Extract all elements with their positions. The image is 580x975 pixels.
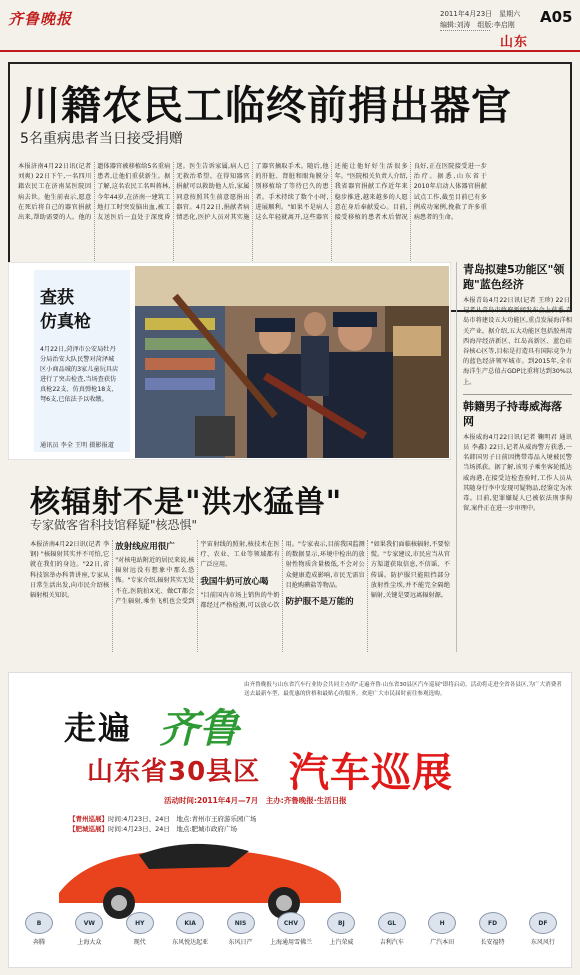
ad-headline-c: 汽车巡展 bbox=[289, 750, 453, 796]
ad-stop2-label: 【肥城巡展】 bbox=[69, 825, 108, 833]
ad-schedule: 活动时间:2011年4月—7月 主办:齐鲁晚报·生活日报 bbox=[164, 796, 347, 805]
brand-badge-icon: H bbox=[428, 912, 456, 934]
issue-date: 2011年4月23日 星期六 bbox=[440, 10, 521, 18]
brand-badge-icon: NIS bbox=[227, 912, 255, 934]
page-number: A05 bbox=[540, 8, 573, 26]
brand-badge-icon: KIA bbox=[176, 912, 204, 934]
brand-label: 东风日产 bbox=[228, 939, 253, 946]
brand-logo-item bbox=[168, 912, 212, 962]
brand-badge-icon: FD bbox=[479, 912, 507, 934]
photo-credit: 通讯员 李全 王明 摄影报道 bbox=[40, 442, 114, 449]
second-subheadline: 专家做客省科技馆释疑"核恐惧" bbox=[30, 518, 198, 532]
brand-label: 东风风行 bbox=[530, 939, 555, 946]
ad-stop2-text: 时间:4月23日、24日 地点:肥城市政府广场 bbox=[108, 825, 238, 833]
second-subhead-2: 我国牛奶可放心喝 bbox=[200, 576, 269, 587]
brand-badge-icon: VW bbox=[75, 912, 103, 934]
brand-label: 广汽本田 bbox=[430, 939, 455, 946]
sidebar-story2-body: 本报威海4月22日讯(记者 鞠明君 通讯员 李鑫) 22日,记者从威海警方获悉,一名韩国男子日前因携带毒品入境被民警当场抓获。据了解,该男子乘坐客轮抵达威海港,在接受边检查验时,工作人员从其随身行李中发现可疑物品,经鉴定为冰毒。目前,犯罪嫌疑人已被依法刑事拘留,案件正在进一步审理中。 bbox=[463, 433, 572, 513]
lead-subheadline: 5名重病患者当日接受捐赠 bbox=[20, 131, 183, 147]
lead-body: 本报济南4月22日讯(记者 刘爽) 22日下午,一名四川籍农民工在济南某医院因病去世。他生前表示,愿意在死后将自己的器官捐献出来,帮助需要的人。他的遗体器官被移植给5名重病患者,让他们重获新生。据了解,这名农民工名叫蒋林,今年44岁,在济南一建筑工地打工时突发脑出血,被工友送医后一直处于深度昏迷。医生告诉家属,病人已无救治希望。在得知器官捐献可以救助他人后,家属同意按照其生前意愿捐出器官。4月22日,捐献者病情恶化,医护人员对其实施了器官摘取手术。随后,他的肝脏、肾脏和眼角膜分别移植给了等待已久的患者。手术持续了数个小时,进展顺利。"如果不是病人这么年轻就离开,这些器官还能让他好好生活很多年。"医院相关负责人介绍,我省器官捐献工作近年来稳步推进,越来越多的人愿意在身后奉献爱心。目前,接受移植的患者术后情况良好,正在医院接受进一步治疗。据悉,山东省于2010年启动人体器官捐献试点工作,截至目前已有多例成功案例,挽救了许多重病患者的生命。 bbox=[18, 163, 487, 222]
issue-meta bbox=[440, 9, 520, 31]
header-rule bbox=[440, 30, 490, 31]
second-intro: 本报济南4月22日讯(记者 李钢) "核辐射其实并不可怕,它就在我们的身边。"22日,省科技馆举办科普讲座,专家从日常生活出发,向市民介绍核辐射相关知识。 bbox=[30, 541, 110, 600]
brand-label: 上汽荣威 bbox=[329, 939, 354, 946]
sports-car-illustration bbox=[49, 823, 349, 923]
ad-headline-b: 山东省30县区 bbox=[87, 757, 261, 787]
page-header bbox=[0, 0, 580, 52]
brand-badge-icon: CHV bbox=[277, 912, 305, 934]
car-brand-logos bbox=[17, 912, 565, 962]
newspaper-logo: 齐鲁晚报 bbox=[8, 10, 73, 28]
brand-logo-item bbox=[471, 912, 515, 962]
brand-label: 吉利汽车 bbox=[379, 939, 404, 946]
second-subhead-1: 放射线应用很广 bbox=[115, 542, 175, 552]
brand-label: 上海大众 bbox=[77, 939, 102, 946]
second-para-3: "如果我们面临核辐射,不要惊慌。"专家建议,市民应当从官方渠道获取信息,不信谣、不传谣。防护服只能阻挡部分放射性尘埃,并不能完全隔绝辐射,关键是要远离辐射源。 bbox=[370, 541, 450, 600]
section-tag: 山东 bbox=[500, 35, 529, 50]
sidebar-story1-body: 本报青岛4月22日讯(记者 王珍) 22日,记者从青岛市政府新闻发布会上获悉,青岛市将建设五大功能区,重点发展海洋相关产业。据介绍,五大功能区包括胶州湾西海岸经济新区、红岛高新区、蓝色硅谷核心区等,目标是打造具有国际竞争力的蓝色经济领军城市。到2015年,全市海洋生产总值占GDP比重将达到30%以上。 bbox=[463, 297, 572, 386]
sidebar-story1-title: 青岛拟建5功能区"领跑"蓝色经济 bbox=[463, 263, 565, 291]
right-sidebar bbox=[456, 262, 572, 652]
sidebar-divider bbox=[463, 394, 572, 395]
brand-label: 长安福特 bbox=[480, 939, 505, 946]
brand-label: 奔腾 bbox=[32, 939, 45, 946]
ad-headline-a: 走遍 bbox=[64, 709, 133, 747]
lead-headline: 川籍农民工临终前捐出器官 bbox=[20, 83, 512, 129]
brand-logo-item bbox=[67, 912, 111, 962]
brand-label: 上海通用雪佛兰 bbox=[269, 939, 312, 946]
photo-caption: 4月22日,菏泽市公安局牡丹分局治安大队民警对菏泽城区小商品城的3家儿童玩具店进行了突击检查,当场查获仿真枪22支、仿真弹枪18支、弩6支,已依法予以收缴。 bbox=[40, 346, 119, 403]
car-show-advertisement bbox=[8, 672, 572, 968]
brand-logo-item bbox=[420, 912, 464, 962]
brand-logo-item bbox=[219, 912, 263, 962]
brand-badge-icon: DF bbox=[529, 912, 557, 934]
brand-logo-item bbox=[269, 912, 313, 962]
brand-badge-icon: HY bbox=[126, 912, 154, 934]
second-subhead-3: 防护服不是万能的 bbox=[285, 597, 354, 608]
ad-headline-brand: 齐鲁 bbox=[159, 705, 239, 752]
brand-logo-item bbox=[370, 912, 414, 962]
brand-logo-item bbox=[17, 912, 61, 962]
brand-badge-icon: B bbox=[25, 912, 53, 934]
ad-stop1-text: 时间:4月23日、24日 地点:青州市王府游乐园广场 bbox=[108, 815, 257, 823]
sidebar-story2-title: 韩籍男子持毒威海落网 bbox=[463, 399, 562, 428]
second-para-2: "目前国内市场上销售的牛奶都经过严格检测,可以放心饮用。"专家表示,目前我国监测的数据显示,环境中检出的放射性物质含量极低,不会对公众健康造成影响,市民无需盲目抢购碘盐等物品。 bbox=[200, 541, 365, 609]
issue-editors: 编辑:刘涛 组版:李启刚 bbox=[440, 21, 515, 29]
photo-title: 查获 仿真枪 bbox=[40, 288, 91, 332]
brand-logo-item bbox=[118, 912, 162, 962]
brand-logo-item bbox=[319, 912, 363, 962]
second-para-1: "对核电站附近的居民来说,核辐射远没有想象中那么恐怖。"专家介绍,辐射其实无处不在,医院拍X光、做CT都会产生辐射,乘坐飞机也会受到宇宙射线的照射,核技术在医疗、农业、工业等领域都有广泛应用。 bbox=[115, 541, 280, 605]
second-headline: 核辐射不是"洪水猛兽" bbox=[30, 485, 343, 520]
ad-stop1-label: 【青州巡展】 bbox=[69, 815, 108, 823]
brand-label: 现代 bbox=[133, 939, 146, 946]
brand-badge-icon: BJ bbox=[327, 912, 355, 934]
brand-badge-icon: GL bbox=[378, 912, 406, 934]
brand-label: 东风悦达起亚 bbox=[172, 939, 209, 946]
brand-logo-item bbox=[521, 912, 565, 962]
ad-fine-print: 由齐鲁晚报与山东省汽车行业协会共同主办的"走遍齐鲁·山东省30县区汽车巡展"即将启动。活动将走进全省各县区,为广大消费者送去最新车型、最优惠的价格和最贴心的服务。欢迎广大市民届时前往参观选购。 bbox=[244, 682, 562, 697]
second-body bbox=[30, 540, 450, 652]
police-toy-gun-photo bbox=[135, 266, 449, 458]
